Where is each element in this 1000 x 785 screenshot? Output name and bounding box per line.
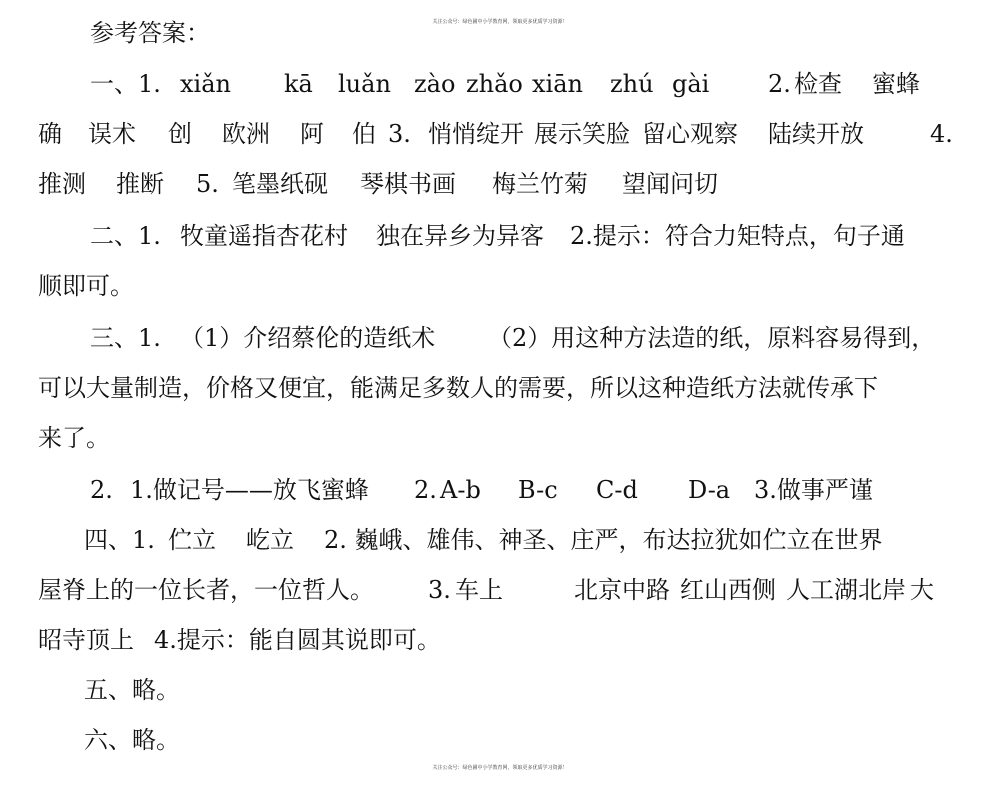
section3-q2-sub1: 1.做记号——放飞蜜蜂 (130, 476, 369, 504)
section4-label: 四、1. (84, 526, 155, 554)
section1-label: 一、1. (90, 70, 161, 98)
watermark-top: 关注公众号：绿色圃中小学教育网，领取更多优质学习资源！ (432, 19, 568, 25)
word-que: 确 (38, 120, 62, 148)
section5-text: 五、略。 (84, 676, 180, 704)
word-qinqi: 琴棋书画 (360, 170, 456, 198)
place-3: 红山西侧 (680, 576, 776, 604)
section4-line2 (0, 570, 1000, 610)
section2-line1 (0, 216, 1000, 256)
pinyin-7: zhú (610, 70, 654, 98)
word-bo: 伯 (352, 120, 376, 148)
section2-line2 (0, 266, 1000, 306)
q2-label: 2. (768, 70, 791, 98)
pinyin-3: luǎn (338, 70, 391, 98)
pinyin-4: zào (414, 70, 456, 98)
pinyin-2: kā (284, 70, 313, 98)
section3-part1: （1）介绍蔡伦的造纸术 (180, 324, 436, 352)
word-zhuli: 伫立 (168, 526, 216, 554)
section3-line2 (0, 368, 1000, 408)
word-qiaoqiao: 悄悄绽开 (428, 120, 524, 148)
section2-q2-tail: 顺即可。 (38, 272, 134, 300)
section4-q3-tail: 昭寺顶上 (38, 626, 134, 654)
section3-line3 (0, 418, 1000, 458)
word-wangwen: 望闻问切 (622, 170, 718, 198)
section3-part2: （2）用这种方法造的纸，原料容易得到， (488, 324, 936, 352)
match-1: A-b (440, 476, 481, 504)
section2-q2-text: 2.提示：符合力矩特点，句子通 (570, 222, 905, 250)
section4-q3-label: 3. (428, 576, 451, 604)
section4-q2-text: 2. 巍峨、雄伟、神圣、庄严，布达拉犹如伫立在世界 (324, 526, 883, 554)
section3-part2-cont: 可以大量制造，价格又便宜，能满足多数人的需要，所以这种造纸方法就传承下 (38, 374, 878, 402)
pinyin-8: gài (672, 70, 710, 98)
match-3: C-d (596, 476, 638, 504)
section3-q2-line (0, 470, 1000, 510)
page-title: 参考答案： (90, 19, 210, 47)
section6-line (0, 720, 1000, 760)
watermark-bottom: 关注公众号：绿色圃中小学教育网，领取更多优质学习资源！ (432, 765, 568, 771)
section4-line1 (0, 520, 1000, 560)
section1-line3 (0, 164, 1000, 204)
section1-line2 (0, 114, 1000, 154)
section6-text: 六、略。 (84, 726, 180, 754)
section4-q4-text: 4.提示：能自圆其说即可。 (154, 626, 441, 654)
word-yili: 屹立 (246, 526, 294, 554)
pinyin-1: xiǎn (180, 70, 231, 98)
title-line (0, 13, 1000, 53)
match-4: D-a (688, 476, 731, 504)
poem-line-2: 独在异乡为异客 (376, 222, 544, 250)
word-wushu: 误术 (88, 120, 136, 148)
section4-q2-tail: 屋脊上的一位长者，一位哲人。 (38, 576, 374, 604)
pinyin-5: zhǎo (466, 70, 523, 98)
word-a: 阿 (300, 120, 324, 148)
word-liuxin: 留心观察 (642, 120, 738, 148)
word-bimo: 笔墨纸砚 (232, 170, 328, 198)
word-luxu: 陆续开放 (768, 120, 864, 148)
section3-part2-end: 来了。 (38, 424, 110, 452)
place-4: 人工湖北岸 (786, 576, 906, 604)
section3-line1 (0, 318, 1000, 358)
section3-q2-label: 2. (90, 476, 113, 504)
q5-label: 5. (196, 170, 219, 198)
word-mifeng: 蜜蜂 (872, 70, 920, 98)
place-2: 北京中路 (574, 576, 670, 604)
place-5: 大 (910, 576, 934, 604)
place-1: 车上 (455, 576, 503, 604)
poem-line-1: 牧童遥指杏花村 (180, 222, 348, 250)
word-chuang: 创 (168, 120, 192, 148)
word-tuiduan: 推断 (116, 170, 164, 198)
word-tuice: 推测 (38, 170, 86, 198)
section2-label: 二、1. (90, 222, 161, 250)
word-zhanshi: 展示笑脸 (534, 120, 630, 148)
pinyin-6: xiān (532, 70, 583, 98)
section5-line (0, 670, 1000, 710)
q3-label: 3. (388, 120, 411, 148)
section3-label: 三、1. (90, 324, 161, 352)
section3-q2-sub2-label: 2. (414, 476, 437, 504)
match-2: B-c (518, 476, 558, 504)
q4-label: 4. (930, 120, 953, 148)
word-meilan: 梅兰竹菊 (492, 170, 588, 198)
section4-line3 (0, 620, 1000, 660)
section3-q2-sub3: 3.做事严谨 (754, 476, 873, 504)
word-jiancha: 检查 (794, 70, 842, 98)
section1-line1 (0, 64, 1000, 104)
word-ouzhou: 欧洲 (222, 120, 270, 148)
